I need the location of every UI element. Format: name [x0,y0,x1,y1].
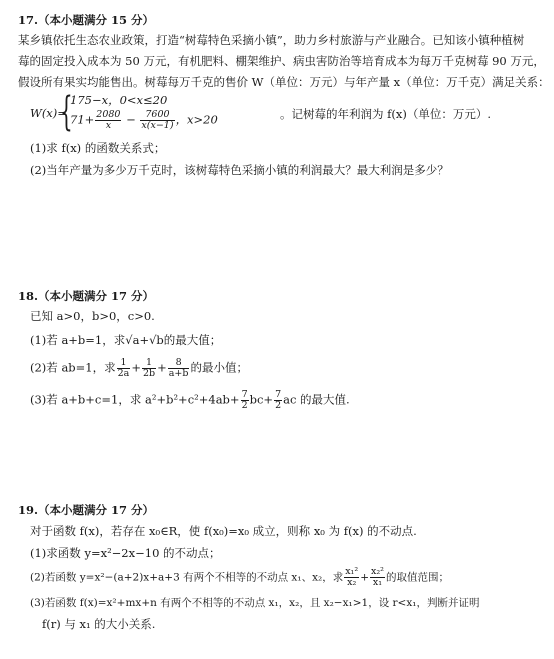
problem-17-question-2: (2)当年产量为多少万千克时，该树莓特色采摘小镇的利润最大？最大利润是多少？ [30,163,449,177]
fraction-2080-over-x [95,110,121,131]
fraction-1-over-2b [142,358,156,379]
piecewise-function-w [18,89,540,136]
fraction-denominator: x(x−1) [141,120,174,131]
fraction-1-over-2a [117,358,131,379]
case-2-condition: ，x>20 [175,112,218,127]
fraction-denominator: x₁ [372,577,383,588]
fraction-numerator: 1 [117,358,131,369]
problem-18 [18,288,540,412]
problem-17-question-1: (1)求 f(x) 的函数关系式； [30,141,166,155]
q1-suffix: 的最大值； [163,333,222,347]
piecewise-case-2 [70,110,218,131]
problem-19-definition: 对于函数 f(x)，若存在 x₀∈R，使 f(x₀)=x₀ 成立，则称 x₀ 为 f(x) 的不动点. [30,524,417,538]
fraction-denominator: a+b [168,368,189,379]
fraction-7-over-2 [241,390,249,411]
fraction-numerator: 2080 [96,109,121,120]
fraction-x1-squared-over-x2 [344,567,359,588]
fraction-numerator: x₂² [371,566,384,577]
fraction-numerator: 7 [241,389,248,400]
q3-prefix: (3)若 a+b+c=1，求 a²+b²+c²+4ab+ [30,392,240,407]
fraction-denominator: 2b [142,368,156,379]
problem-18-question-3 [18,390,540,412]
q2-suffix: 的最小值； [190,360,248,375]
q3-suffix: ac 的最大值. [283,392,350,407]
problem-18-given: 已知 a>0，b>0，c>0. [30,309,155,323]
problem-18-question-2 [18,358,540,380]
plus-sign: + [131,360,141,375]
fraction-8-over-a-plus-b [168,358,190,379]
problem-17-text-line-1: 某乡镇依托生态农业政策，打造“树莓特色采摘小镇”，助力乡村旅游与产业融合。已知该小镇种植树 [18,33,525,47]
q3-middle: bc+ [249,392,274,407]
q1-prefix: (1)若 a+b=1，求 [30,333,126,347]
fraction-numerator: 7600 [140,110,174,121]
fraction-denominator: x [105,120,112,131]
problem-19-question-3-continued: f(r) 与 x₁ 的大小关系. [42,617,156,631]
fraction-denominator: 2 [241,400,248,411]
fraction-7600-over-x-x-minus-1 [140,110,174,131]
problem-17-header: 17.（本小题满分 15 分） [18,13,155,27]
fraction-numerator: x₁² [345,566,359,577]
q2-prefix: (2)若函数 y=x²−(a+2)x+a+3 有两个不相等的不动点 x₁、x₂，求 [30,571,344,584]
problem-17-text-line-2: 莓的固定投入成本为 50 万元，有机肥料、棚架维护、病虫害防治等培育成本为每万千克树莓 90 万元， [18,54,545,68]
plus-sign: + [139,333,150,347]
problem-17-profit-definition: 。记树莓的年利润为 f(x)（单位：万元）. [280,107,492,121]
fraction-numerator: 8 [168,358,190,369]
problem-17 [18,12,550,178]
problem-19-question-1: (1)求函数 y=x²−2x−10 的不动点； [30,546,221,560]
piecewise-lhs: W(x)= [30,106,67,120]
fraction-numerator: 1 [142,358,156,369]
problem-18-header: 18.（本小题满分 17 分） [18,289,155,303]
sqrt-b: √b [149,333,164,347]
problem-19-question-3: (3)若函数 f(x)=x²+mx+n 有两个不相等的不动点 x₁，x₂，且 x₂−x₁>1，设 r<x₁，判断并证明 [30,597,480,609]
fraction-numerator: 7 [275,389,282,400]
fraction-denominator: 2a [117,368,130,379]
plus-sign: + [157,360,167,375]
problem-19-question-2 [18,567,540,591]
fraction-denominator: x₂ [347,577,357,588]
q2-suffix: 的取值范围； [385,571,449,584]
minus-sign: − [122,112,140,127]
case-2-prefix: 71+ [70,112,95,127]
problem-19-header: 19.（本小题满分 17 分） [18,503,155,517]
piecewise-case-1: 175−x，0<x≤20 [70,93,168,107]
left-brace: { [60,89,73,135]
q2-prefix: (2)若 ab=1，求 [30,360,116,375]
fraction-x2-squared-over-x1 [370,567,385,588]
problem-17-text-line-3: 假设所有果实均能售出。树莓每万千克的售价 W（单位：万元）与年产量 x（单位：万千克）满足关系： [18,75,550,89]
problem-19 [18,502,540,632]
problem-18-question-1 [18,332,540,348]
plus-sign: + [360,571,369,584]
fraction-7-over-2 [274,390,282,411]
fraction-denominator: 2 [275,400,282,411]
sqrt-a: √a [125,333,140,347]
